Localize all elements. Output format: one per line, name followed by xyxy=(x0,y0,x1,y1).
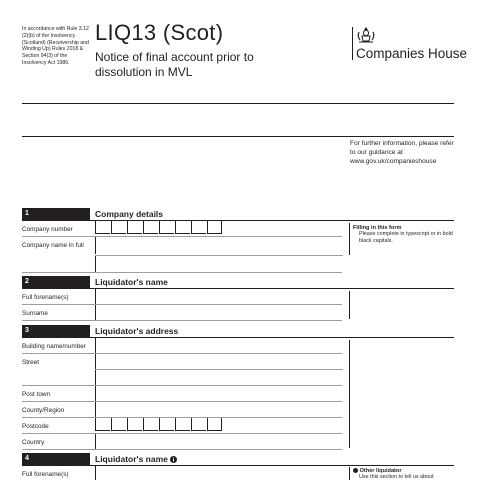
crest-icon xyxy=(356,26,376,44)
divider xyxy=(22,320,342,321)
street-input[interactable] xyxy=(95,354,343,369)
section-number: 3 xyxy=(22,325,90,337)
char-box[interactable] xyxy=(207,221,222,234)
company-name-input-line-2[interactable] xyxy=(95,256,343,273)
surname-label: Surname xyxy=(22,310,48,317)
hint-title-text: Other liquidator xyxy=(359,468,402,474)
char-box[interactable] xyxy=(191,418,206,431)
hint-box xyxy=(349,223,454,255)
char-box[interactable] xyxy=(159,221,174,234)
section-title xyxy=(95,454,177,464)
hint-body: Use this section to tell us about xyxy=(359,474,434,480)
country-input[interactable] xyxy=(95,434,343,449)
char-box[interactable] xyxy=(127,418,142,431)
post-town-input[interactable] xyxy=(95,386,343,401)
street-label: Street xyxy=(22,359,40,366)
char-box[interactable] xyxy=(207,418,222,431)
info-circle-icon xyxy=(353,468,358,473)
divider xyxy=(22,272,342,273)
logo-divider xyxy=(352,27,353,60)
char-box[interactable] xyxy=(127,221,142,234)
section-title: Liquidator's name xyxy=(95,277,168,287)
forenames-label: Full forename(s) xyxy=(22,294,69,301)
char-box[interactable] xyxy=(143,221,158,234)
hint-body: Please complete in typescript or in bold black capitals. xyxy=(359,231,453,244)
company-name-input[interactable] xyxy=(95,237,343,254)
section-number: 1 xyxy=(22,208,90,220)
info-circle-icon xyxy=(170,456,177,463)
surname-input[interactable] xyxy=(95,305,343,320)
divider xyxy=(22,449,342,450)
hint-box xyxy=(349,467,454,480)
organisation-name: Companies House xyxy=(356,46,468,61)
char-box[interactable] xyxy=(159,418,174,431)
company-number-label: Company number xyxy=(22,226,73,233)
divider xyxy=(22,136,454,137)
forenames-label: Full forename(s) xyxy=(22,471,69,478)
divider xyxy=(22,103,454,104)
building-input[interactable] xyxy=(95,338,343,353)
postcode-field[interactable] xyxy=(95,418,223,432)
legal-reference: In accordance with Rule 3.12 (2)(b) of the Insolvency (Scotland) (Receivership and Winding Up) Rules 2018 & Section 94(3) of the Insolvency Act 1986. xyxy=(22,26,89,66)
side-box xyxy=(349,291,454,319)
char-box[interactable] xyxy=(95,418,110,431)
section-title: Liquidator's address xyxy=(95,326,179,336)
char-box[interactable] xyxy=(95,221,110,234)
char-box[interactable] xyxy=(191,221,206,234)
form-code: LIQ13 (Scot) xyxy=(95,20,224,45)
char-box[interactable] xyxy=(175,221,190,234)
guidance-text: For further information, please refer to our guidance at www.gov.uk/companieshouse xyxy=(350,140,454,165)
side-box xyxy=(349,340,454,448)
country-label: Country xyxy=(22,439,45,446)
county-input[interactable] xyxy=(95,402,343,417)
hint-title: Filling in this form xyxy=(353,225,402,231)
county-label: County/Region xyxy=(22,407,65,414)
section-number: 4 xyxy=(22,453,90,465)
street-input-line-2[interactable] xyxy=(95,370,343,385)
forenames-input[interactable] xyxy=(95,289,343,304)
section-title-text: Liquidator's name xyxy=(95,454,168,464)
post-town-label: Post town xyxy=(22,391,51,398)
form-title: Notice of final account prior to dissolution in MVL xyxy=(95,50,254,79)
section-title: Company details xyxy=(95,209,164,219)
divider xyxy=(22,220,454,221)
building-label: Building name/number xyxy=(22,343,86,350)
company-number-field[interactable] xyxy=(95,221,223,235)
char-box[interactable] xyxy=(143,418,158,431)
char-box[interactable] xyxy=(111,418,126,431)
postcode-label: Postcode xyxy=(22,423,49,430)
char-box[interactable] xyxy=(111,221,126,234)
section-number: 2 xyxy=(22,276,90,288)
char-box[interactable] xyxy=(175,418,190,431)
company-name-label: Company name in full xyxy=(22,242,84,249)
forenames-input[interactable] xyxy=(95,466,343,480)
